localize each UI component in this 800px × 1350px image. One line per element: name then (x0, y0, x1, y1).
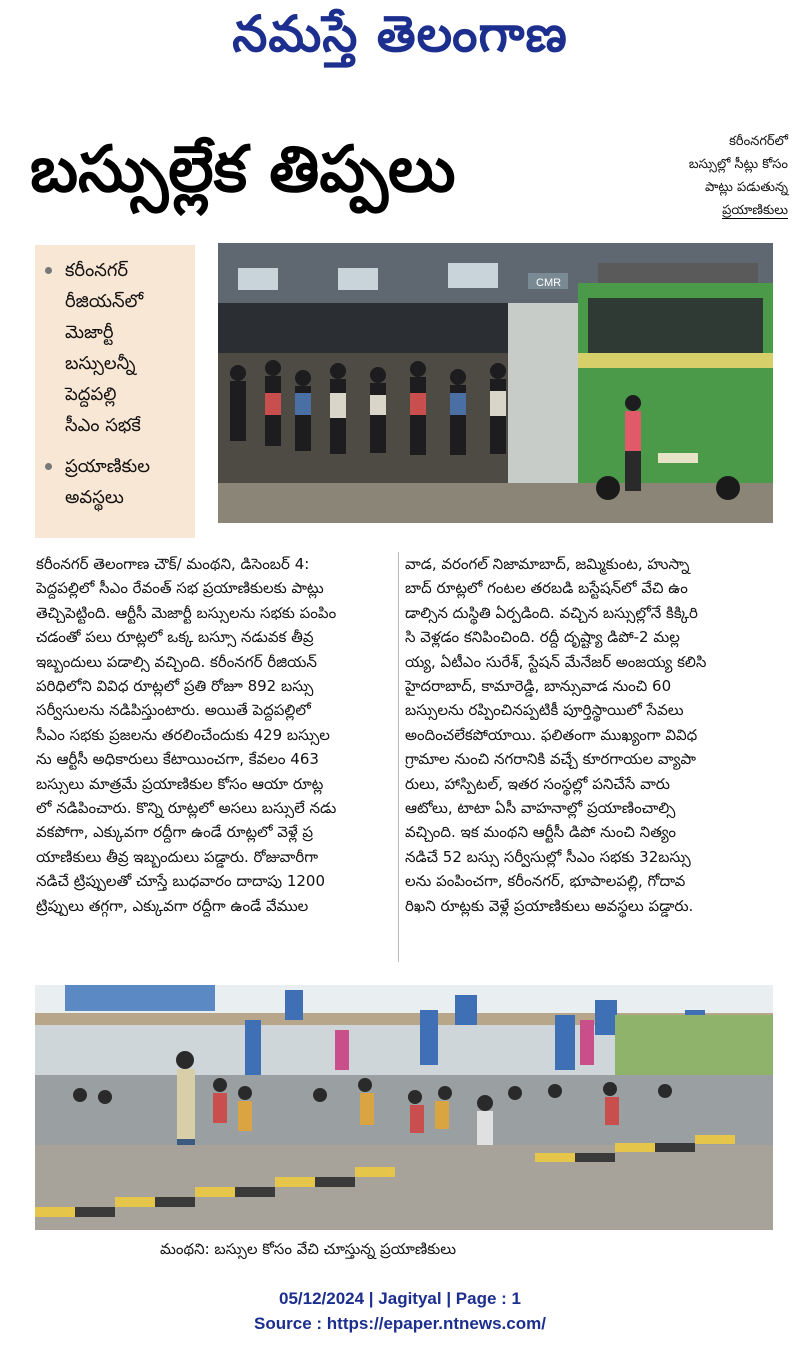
text-line: ట్రిప్పులు తగ్గగా, ఎక్కువగా రద్దీగా ఉండే వేముల (36, 896, 309, 915)
text-line: బస్సులను రప్పించినప్పటికీ పూర్తిస్థాయిలో సేవలు (405, 701, 684, 720)
text-line: అందించలేకపోయాయి. ఫలితంగా ముఖ్యంగా వివిధ (405, 725, 698, 744)
text-line: లో నడిపించారు. కొన్ని రూట్లలో అసలు బస్సులే నడు (36, 799, 337, 818)
caption-line: బస్సుల్లో సీట్లు కోసం (688, 157, 788, 172)
text-line: ఇబ్బందులు పడాల్సి వచ్చింది. కరీంనగర్ రీజియన్ (36, 652, 317, 671)
text-line: య్య, ఏటీఎం సురేశ్, స్టేషన్ మేనేజర్ అంజయ్య కలిసి (405, 652, 707, 671)
highlight-line: అవస్థలు (65, 487, 124, 508)
text-line: వచ్చింది. ఇక మంథని ఆర్టీసీ డిపో నుంచి నిత్యం (405, 823, 676, 842)
headline: బస్సుల్లేక తిప్పలు (30, 133, 456, 207)
text-line: హైదరాబాద్, కామారెడ్డి, బాన్సువాడ నుంచి 60 (405, 677, 672, 696)
text-line: పరిధిలోని వివిధ రూట్లలో ప్రతి రోజూ 892 బస్సు (36, 677, 314, 696)
highlight-line: పెద్దపల్లి (65, 384, 117, 405)
caption-line: ప్రయాణికులు (722, 203, 788, 218)
footer-date-edition: 05/12/2024 | Jagityal | Page : 1 (279, 1289, 521, 1308)
caption-line: పాట్లు పడుతున్న (704, 180, 788, 195)
text-line: పెద్దపల్లిలో సీఎం రేవంత్ సభ ప్రయాణికులకు పాట్లు (36, 579, 324, 598)
text-line: కరీంనగర్ తెలంగాణ చౌక్/ మంథని, డిసెంబర్ 4: (36, 555, 310, 573)
bullet-icon (45, 463, 52, 470)
text-line: నడిచే ట్రిప్పులతో చూస్తే బుధవారం దాదాపు 1200 (36, 872, 325, 891)
text-line: నడిచే 52 బస్సు సర్వీసుల్లో సీఎం సభకు 32బస్సు (405, 847, 691, 866)
masthead-logo: నమస్తే తెలంగాణ (232, 4, 568, 63)
photo2-caption: మంథని: బస్సుల కోసం వేచి చూస్తున్న ప్రయాణికులు (160, 1240, 457, 1258)
highlight-line: బస్సులన్నీ (65, 353, 136, 374)
highlight-item (43, 255, 187, 441)
text-line: ను ఆర్టీసీ అధికారులు కేటాయించగా, కేవలం 463 (36, 750, 319, 769)
text-line: లను పంపించగా, కరీంనగర్, భూపాలపల్లి, గోదావ (405, 872, 686, 891)
text-line: తెచ్చిపెట్టింది. ఆర్టీసీ మెజార్టీ బస్సులను సభకు పంపిం (36, 603, 337, 622)
highlight-line: ప్రయాణికుల (65, 456, 150, 477)
text-line: బాద్ రూట్లలో గంటల తరబడి బస్టేషన్‌లో వేచి ఉం (405, 579, 688, 598)
footer-source: Source : https://epaper.ntnews.com/ (254, 1314, 546, 1333)
highlight-line: కరీంనగర్ (65, 260, 128, 281)
text-line: బస్సులు మాత్రమే ప్రయాణికుల కోసం ఆయా రూట్ల (36, 774, 324, 793)
cmr-sign: CMR (536, 277, 562, 289)
text-line: ఆటోలు, టాటా ఏసీ వాహనాల్లో ప్రయాణించాల్సి (405, 799, 676, 818)
article-column-2 (405, 552, 775, 918)
caption-line: కరీంనగర్‌లో (729, 134, 788, 149)
text-line: వాడ, వరంగల్ నిజామాబాద్, జమ్మికుంట, హుస్నా (405, 555, 690, 573)
text-line: చడంతో పలు రూట్లలో ఒక్క బస్సూ నడువక తీవ్ర (36, 628, 314, 647)
text-line: వకపోగా, ఎక్కువగా రద్దీగా ఉండే రూట్లలో వెళ్లే ప్ర (36, 823, 314, 842)
text-line: సీఎం సభకు ప్రజలను తరలించేందుకు 429 బస్సుల (36, 725, 330, 744)
highlight-item (43, 451, 187, 513)
text-line: సి వెళ్లడం కనిపించింది. రద్దీ దృష్ట్యా డిపో-2 మల్ల (405, 628, 680, 647)
article-column-1 (36, 552, 406, 918)
photo1-side-caption (628, 130, 788, 222)
footer (0, 1286, 800, 1336)
text-line: డాల్సిన దుస్థితి ఏర్పడింది. వచ్చిన బస్సుల్లోనే కిక్కిరి (405, 603, 698, 622)
highlight-line: మెజార్టీ (65, 322, 114, 343)
text-line: సర్వీసులను నడిపిస్తుంటారు. అయితే పెద్దపల్లిలో (36, 701, 311, 720)
highlight-line: రీజియన్‌లో (65, 291, 144, 312)
text-line: యాణికులు తీవ్ర ఇబ్బందులు పడ్డారు. రోజువారీగా (36, 847, 319, 866)
highlight-line: సీఎం సభకే (65, 415, 141, 436)
highlight-box (35, 245, 195, 538)
photo-bus-station-crowd (218, 243, 773, 523)
text-line: రిఖని రూట్లకు వెళ్లే ప్రయాణికులు అవస్థలు పడ్డారు. (405, 896, 694, 915)
text-line: రులు, హాస్పిటల్, ఇతర సంస్థల్లో పనిచేసే వారు (405, 774, 670, 793)
photo-waiting-passengers (35, 985, 773, 1230)
bullet-icon (45, 267, 52, 274)
text-line: గ్రామాల నుంచి నగరానికి వచ్చే కూరగాయల వ్యాపా (405, 750, 696, 769)
